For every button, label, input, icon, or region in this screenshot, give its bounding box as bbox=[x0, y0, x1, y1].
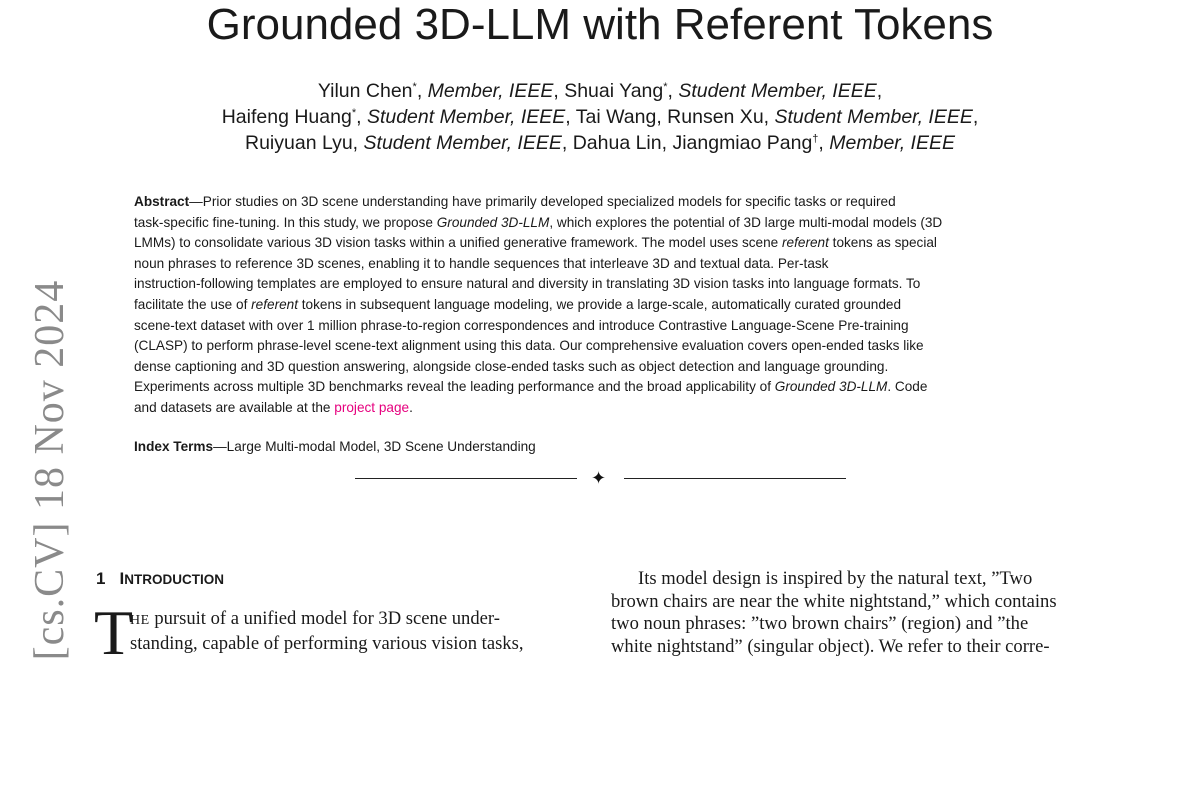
author-affiliation: Student Member, IEEE bbox=[363, 132, 562, 154]
abstract-line bbox=[134, 316, 1069, 337]
author-footnote-mark: * bbox=[412, 81, 417, 93]
body-line bbox=[130, 607, 600, 632]
paper-title: Grounded 3D-LLM with Referent Tokens bbox=[206, 0, 994, 49]
author-name: , bbox=[972, 106, 979, 128]
author-list bbox=[100, 78, 1100, 156]
abstract-text: tokens as special bbox=[828, 235, 937, 251]
author-name: , bbox=[416, 80, 428, 102]
body-column-right bbox=[611, 568, 1107, 658]
abstract-emphasis: Grounded 3D-LLM bbox=[436, 214, 550, 230]
author-name: , Dahua Lin, Jiangmiao Pang bbox=[561, 132, 813, 154]
abstract-line bbox=[134, 192, 1069, 213]
index-terms-text: —Large Multi-modal Model, 3D Scene Understanding bbox=[213, 439, 536, 454]
author-line bbox=[100, 78, 1100, 104]
divider-star-icon: ✦ bbox=[591, 468, 607, 488]
abstract-text: —Prior studies on 3D scene understanding have primarily developed specialized models for specific tasks or required bbox=[189, 194, 896, 209]
author-name: Haifeng Huang bbox=[221, 106, 352, 128]
author-affiliation: Member, IEEE bbox=[427, 80, 554, 102]
body-line: standing, capable of performing various vision tasks, bbox=[130, 633, 524, 654]
abstract-line bbox=[134, 233, 1069, 254]
author-name: , bbox=[667, 80, 679, 102]
abstract-line bbox=[134, 254, 1069, 275]
abstract-line bbox=[134, 377, 1069, 398]
author-name: , bbox=[356, 106, 367, 128]
abstract-text: noun phrases to reference 3D scenes, enabling it to handle sequences that interleave 3D and textual data. Per-task bbox=[134, 255, 829, 271]
section-number: 1 bbox=[96, 569, 106, 588]
abstract-text: task-specific fine-tuning. In this study, we propose bbox=[134, 214, 437, 230]
smallcaps-text: HE bbox=[130, 613, 150, 628]
section-divider-left bbox=[355, 478, 577, 479]
body-line: white nightstand” (singular object). We refer to their corre- bbox=[611, 635, 1050, 657]
author-name: , bbox=[818, 132, 830, 154]
author-line bbox=[100, 130, 1100, 156]
abstract bbox=[134, 192, 1069, 419]
abstract-line bbox=[134, 213, 1069, 234]
abstract-text: . bbox=[409, 399, 413, 415]
author-name: Ruiyuan Lyu, bbox=[245, 132, 364, 154]
abstract-text: scene-text dataset with over 1 million phrase-to-region correspondences and introduce Contrastive Language-Scene Pre-training bbox=[134, 317, 909, 333]
abstract-text: and datasets are available at the bbox=[134, 399, 335, 415]
author-affiliation: Student Member, IEEE bbox=[678, 80, 877, 102]
section-title-initial: I bbox=[119, 569, 125, 588]
author-footnote-mark: * bbox=[663, 81, 668, 93]
abstract-text: instruction-following templates are employed to ensure natural and diversity in translating 3D vision tasks into language formats. To bbox=[134, 276, 921, 292]
abstract-text: dense captioning and 3D question answering, alongside close-ended tasks such as object detection and language grounding. bbox=[134, 358, 889, 374]
body-line: Its model design is inspired by the natural text, ”Two bbox=[638, 568, 1033, 589]
author-footnote-mark: * bbox=[351, 107, 357, 119]
body-line: two noun phrases: ”two brown chairs” (region) and ”the bbox=[611, 613, 1029, 634]
abstract-text: facilitate the use of bbox=[134, 296, 252, 312]
body-line-text: pursuit of a unified model for 3D scene under- bbox=[149, 608, 500, 629]
section-heading-introduction bbox=[96, 568, 224, 591]
abstract-emphasis: referent bbox=[782, 235, 829, 251]
body-line: brown chairs are near the white nightstand,” which contains bbox=[611, 590, 1057, 612]
arxiv-identifier-stamp: [cs.CV] 18 Nov 2024 bbox=[27, 279, 73, 661]
abstract-text: Experiments across multiple 3D benchmarks reveal the leading performance and the broad applicability of bbox=[134, 379, 775, 395]
abstract-text: LMMs) to consolidate various 3D vision tasks within a unified generative framework. The model uses scene bbox=[134, 235, 783, 251]
abstract-emphasis: referent bbox=[251, 296, 298, 312]
author-affiliation: Student Member, IEEE bbox=[366, 106, 566, 128]
drop-cap: T bbox=[94, 597, 134, 668]
abstract-text: , which explores the potential of 3D large multi-modal models (3D bbox=[549, 214, 943, 230]
section-divider-right bbox=[624, 478, 846, 479]
author-affiliation: Member, IEEE bbox=[829, 132, 955, 154]
abstract-emphasis: Grounded 3D-LLM bbox=[774, 379, 888, 395]
author-name: , Shuai Yang bbox=[553, 80, 664, 102]
index-terms-label: Index Terms bbox=[134, 439, 214, 454]
abstract-label: Abstract bbox=[134, 194, 190, 209]
project-page-link[interactable]: project page bbox=[334, 399, 410, 415]
abstract-line bbox=[134, 295, 1069, 316]
section-title-rest: NTRODUCTION bbox=[124, 572, 224, 587]
abstract-line bbox=[134, 357, 1069, 378]
author-name: , bbox=[876, 80, 883, 102]
abstract-text: tokens in subsequent language modeling, we provide a large-scale, automatically curated grounded bbox=[298, 296, 902, 312]
author-affiliation: Student Member, IEEE bbox=[774, 106, 973, 128]
author-line bbox=[100, 104, 1100, 130]
abstract-line bbox=[134, 274, 1069, 295]
abstract-line bbox=[134, 336, 1069, 357]
abstract-line bbox=[134, 398, 1069, 419]
author-footnote-mark: † bbox=[812, 133, 819, 145]
author-name: , Tai Wang, Runsen Xu, bbox=[565, 106, 775, 128]
author-name: Yilun Chen bbox=[317, 80, 413, 102]
abstract-text: . Code bbox=[887, 379, 928, 395]
index-terms bbox=[134, 437, 1069, 457]
abstract-text: (CLASP) to perform phrase-level scene-text alignment using this data. Our comprehensive evaluation covers open-ended tasks like bbox=[134, 338, 924, 354]
